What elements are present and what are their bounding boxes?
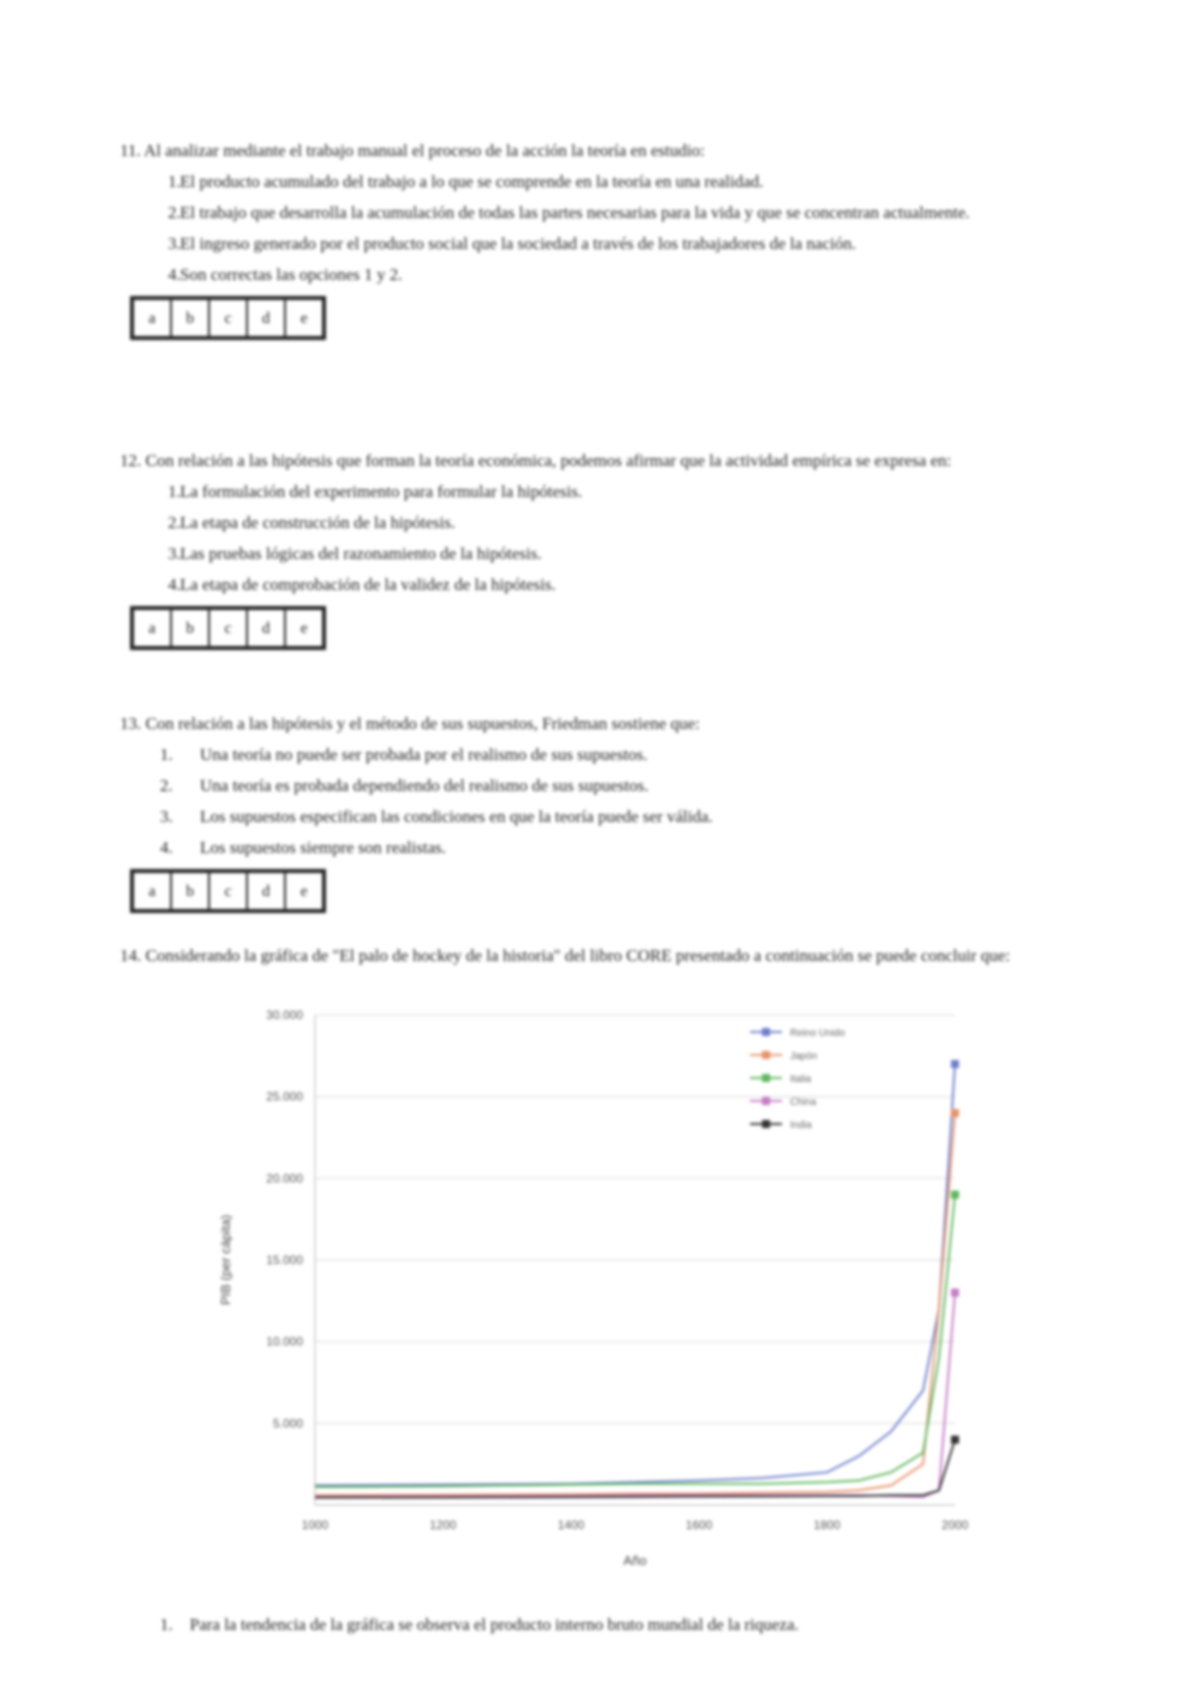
list-item: 3. El ingreso generado por el producto social que la sociedad a través de los trabajadores de la nación. <box>168 234 856 253</box>
question-14-stem: 14. Considerando la gráfica de "El palo de hockey de la historia" del libro CORE presentado a continuación se puede concluir que: <box>120 946 1011 965</box>
series-endpoint-3 <box>951 1289 959 1297</box>
legend-label-0: Reino Unido <box>790 1028 846 1039</box>
x-axis-label: Año <box>623 1553 647 1568</box>
series-line-1 <box>315 1113 955 1495</box>
legend-marker-4 <box>762 1120 770 1128</box>
x-tick-label: 1000 <box>301 1518 329 1532</box>
question-11 <box>120 135 1065 340</box>
question-12 <box>120 445 1065 650</box>
list-item: 4. La etapa de comprobación de la validez de la hipótesis. <box>168 575 556 594</box>
answer-option-d[interactable]: d <box>248 610 286 646</box>
answer-option-d[interactable]: d <box>248 873 286 909</box>
list-item: 1. La formulación del experimento para formular la hipótesis. <box>168 482 583 501</box>
answer-option-a[interactable]: a <box>134 873 172 909</box>
x-tick-label: 1600 <box>685 1518 713 1532</box>
series-endpoint-1 <box>951 1109 959 1117</box>
question-14 <box>120 940 1065 971</box>
series-endpoint-4 <box>951 1436 959 1444</box>
legend-label-4: India <box>790 1120 812 1131</box>
y-tick-label: 20.000 <box>266 1171 303 1186</box>
legend-label-2: Italia <box>790 1074 812 1085</box>
list-item: 1. Una teoría no puede ser probada por el realismo de sus supuestos. <box>160 745 648 764</box>
answer-option-b[interactable]: b <box>172 873 210 909</box>
legend-label-3: China <box>790 1097 817 1108</box>
series-line-3 <box>315 1293 955 1497</box>
answer-option-e[interactable]: e <box>300 619 308 637</box>
list-item: 4. Son correctas las opciones 1 y 2. <box>168 265 403 284</box>
series-line-4 <box>315 1440 955 1498</box>
y-tick-label: 5.000 <box>272 1416 303 1431</box>
legend-marker-0 <box>762 1028 770 1036</box>
question-13-items <box>120 739 1065 863</box>
answer-option-a[interactable]: a <box>134 610 172 646</box>
y-tick-label: 30.000 <box>266 1008 303 1022</box>
series-endpoint-2 <box>951 1191 959 1199</box>
answer-options-13 <box>130 869 326 913</box>
question-12-items <box>120 476 1065 600</box>
answer-option-e[interactable]: e <box>300 309 308 327</box>
list-item: 2. La etapa de construcción de la hipótesis. <box>168 513 456 532</box>
question-12-stem: 12. Con relación a las hipótesis que forman la teoría económica, podemos afirmar que la actividad empírica se expresa en: <box>120 451 952 470</box>
answer-options-11 <box>130 296 326 340</box>
y-tick-label: 10.000 <box>266 1334 303 1349</box>
answer-options-12 <box>130 606 326 650</box>
x-tick-label: 1200 <box>429 1518 457 1532</box>
answer-option-b[interactable]: b <box>172 610 210 646</box>
answer-option-d[interactable]: d <box>248 300 286 336</box>
list-item: 4. Los supuestos siempre son realistas. <box>160 838 446 857</box>
list-item: 3. Los supuestos especifican las condiciones en que la teoría puede ser válida. <box>160 807 713 826</box>
legend-label-1: Japón <box>790 1051 818 1062</box>
list-item: 2. Una teoría es probada dependiendo del realismo de sus supuestos. <box>160 776 649 795</box>
answer-option-b[interactable]: b <box>172 300 210 336</box>
question-14-item-1: 1. Para la tendencia de la gráfica se observa el producto interno bruto mundial de la riqueza. <box>160 1615 799 1634</box>
series-endpoint-0 <box>951 1060 959 1068</box>
legend-marker-3 <box>762 1097 770 1105</box>
answer-option-e[interactable]: e <box>300 882 308 900</box>
series-line-2 <box>315 1195 955 1487</box>
y-axis-label: PIB (per cápita) <box>218 1214 233 1306</box>
answer-option-a[interactable]: a <box>134 300 172 336</box>
list-item: 2. El trabajo que desarrolla la acumulación de todas las partes necesarias para la vida y que se concentran actualmente. <box>168 203 970 222</box>
answer-option-c[interactable]: c <box>210 610 248 646</box>
list-item: 3. Las pruebas lógicas del razonamiento de la hipótesis. <box>168 544 542 563</box>
y-tick-label: 15.000 <box>266 1253 303 1267</box>
question-11-stem: 11. Al analizar mediante el trabajo manual el proceso de la acción la teoría en estudio: <box>120 141 705 160</box>
answer-option-c[interactable]: c <box>210 873 248 909</box>
answer-option-c[interactable]: c <box>210 300 248 336</box>
y-tick-label: 25.000 <box>266 1089 303 1104</box>
gdp-chart-svg <box>210 1000 980 1600</box>
question-11-items <box>120 166 1065 290</box>
gdp-chart <box>210 1000 980 1600</box>
list-item: 1. El producto acumulado del trabajo a lo que se comprende en la teoría en una realidad. <box>168 172 764 191</box>
legend-marker-1 <box>762 1051 770 1059</box>
x-tick-label: 2000 <box>941 1518 969 1532</box>
series-line-0 <box>315 1064 955 1485</box>
legend-marker-2 <box>762 1074 770 1082</box>
question-13-stem: 13. Con relación a las hipótesis y el método de sus supuestos, Friedman sostiene que: <box>120 714 700 733</box>
x-tick-label: 1400 <box>557 1518 585 1532</box>
question-13 <box>120 708 1065 913</box>
x-tick-label: 1800 <box>813 1518 841 1532</box>
